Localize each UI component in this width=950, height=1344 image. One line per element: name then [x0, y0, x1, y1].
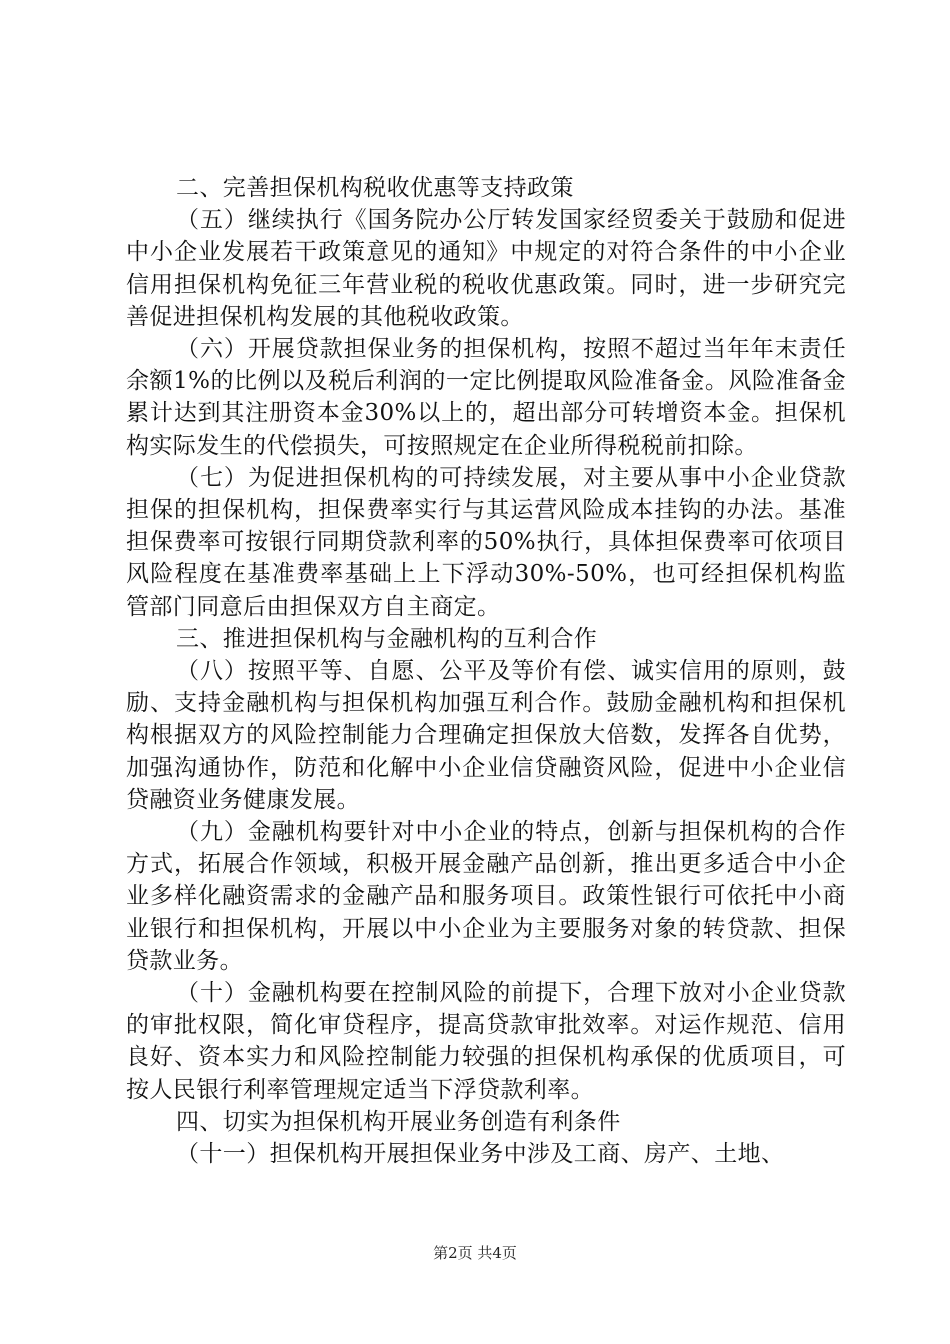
paragraph-7: （七）为促进担保机构的可持续发展，对主要从事中小企业贷款担保的担保机构，担保费率实行与其运营风险成本挂钩的办法。基准担保费率可按银行同期贷款利率的50%执行，具体担保费率可依项目风险程度在基准费率基础上上下浮动30%-50%，也可经担保机构监管部门同意后由担保双方自主商定。 — [126, 464, 846, 620]
document-body — [126, 172, 846, 1170]
paragraph-10: （十）金融机构要在控制风险的前提下，合理下放对小企业贷款的审批权限，简化审贷程序，提高贷款审批效率。对运作规范、信用良好、资本实力和风险控制能力较强的担保机构承保的优质项目，可按人民银行利率管理规定适当下浮贷款利率。 — [126, 980, 846, 1103]
section-heading-2: 二、完善担保机构税收优惠等支持政策 — [176, 175, 574, 201]
section-heading-4: 四、切实为担保机构开展业务创造有利条件 — [176, 1108, 621, 1135]
section-heading-3: 三、推进担保机构与金融机构的互利合作 — [176, 625, 598, 652]
paragraph-8: （八）按照平等、自愿、公平及等价有偿、诚实信用的原则，鼓励、支持金融机构与担保机构加强互利合作。鼓励金融机构和担保机构根据双方的风险控制能力合理确定担保放大倍数，发挥各自优势，加强沟通协作，防范和化解中小企业信贷融资风险，促进中小企业信贷融资业务健康发展。 — [126, 658, 846, 813]
paragraph-11: （十一）担保机构开展担保业务中涉及工商、房产、土地、 — [176, 1141, 785, 1168]
paragraph-5: （五）继续执行《国务院办公厅转发国家经贸委关于鼓励和促进中小企业发展若干政策意见的通知》中规定的对符合条件的中小企业信用担保机构免征三年营业税的税收优惠政策。同时，进一步研究完善促进担保机构发展的其他税收政策。 — [126, 207, 846, 330]
paragraph-6: （六）开展贷款担保业务的担保机构，按照不超过当年年末责任余额1%的比例以及税后利润的一定比例提取风险准备金。风险准备金累计达到其注册资本金30%以上的，超出部分可转增资本金。担保机构实际发生的代偿损失，可按照规定在企业所得税税前扣除。 — [126, 336, 846, 459]
page-footer: 第2页 共4页 — [433, 1244, 517, 1262]
paragraph-9: （九）金融机构要针对中小企业的特点，创新与担保机构的合作方式，拓展合作领域，积极开展金融产品创新，推出更多适合中小企业多样化融资需求的金融产品和服务项目。政策性银行可依托中小商业银行和担保机构，开展以中小企业为主要服务对象的转贷款、担保贷款业务。 — [126, 819, 846, 974]
